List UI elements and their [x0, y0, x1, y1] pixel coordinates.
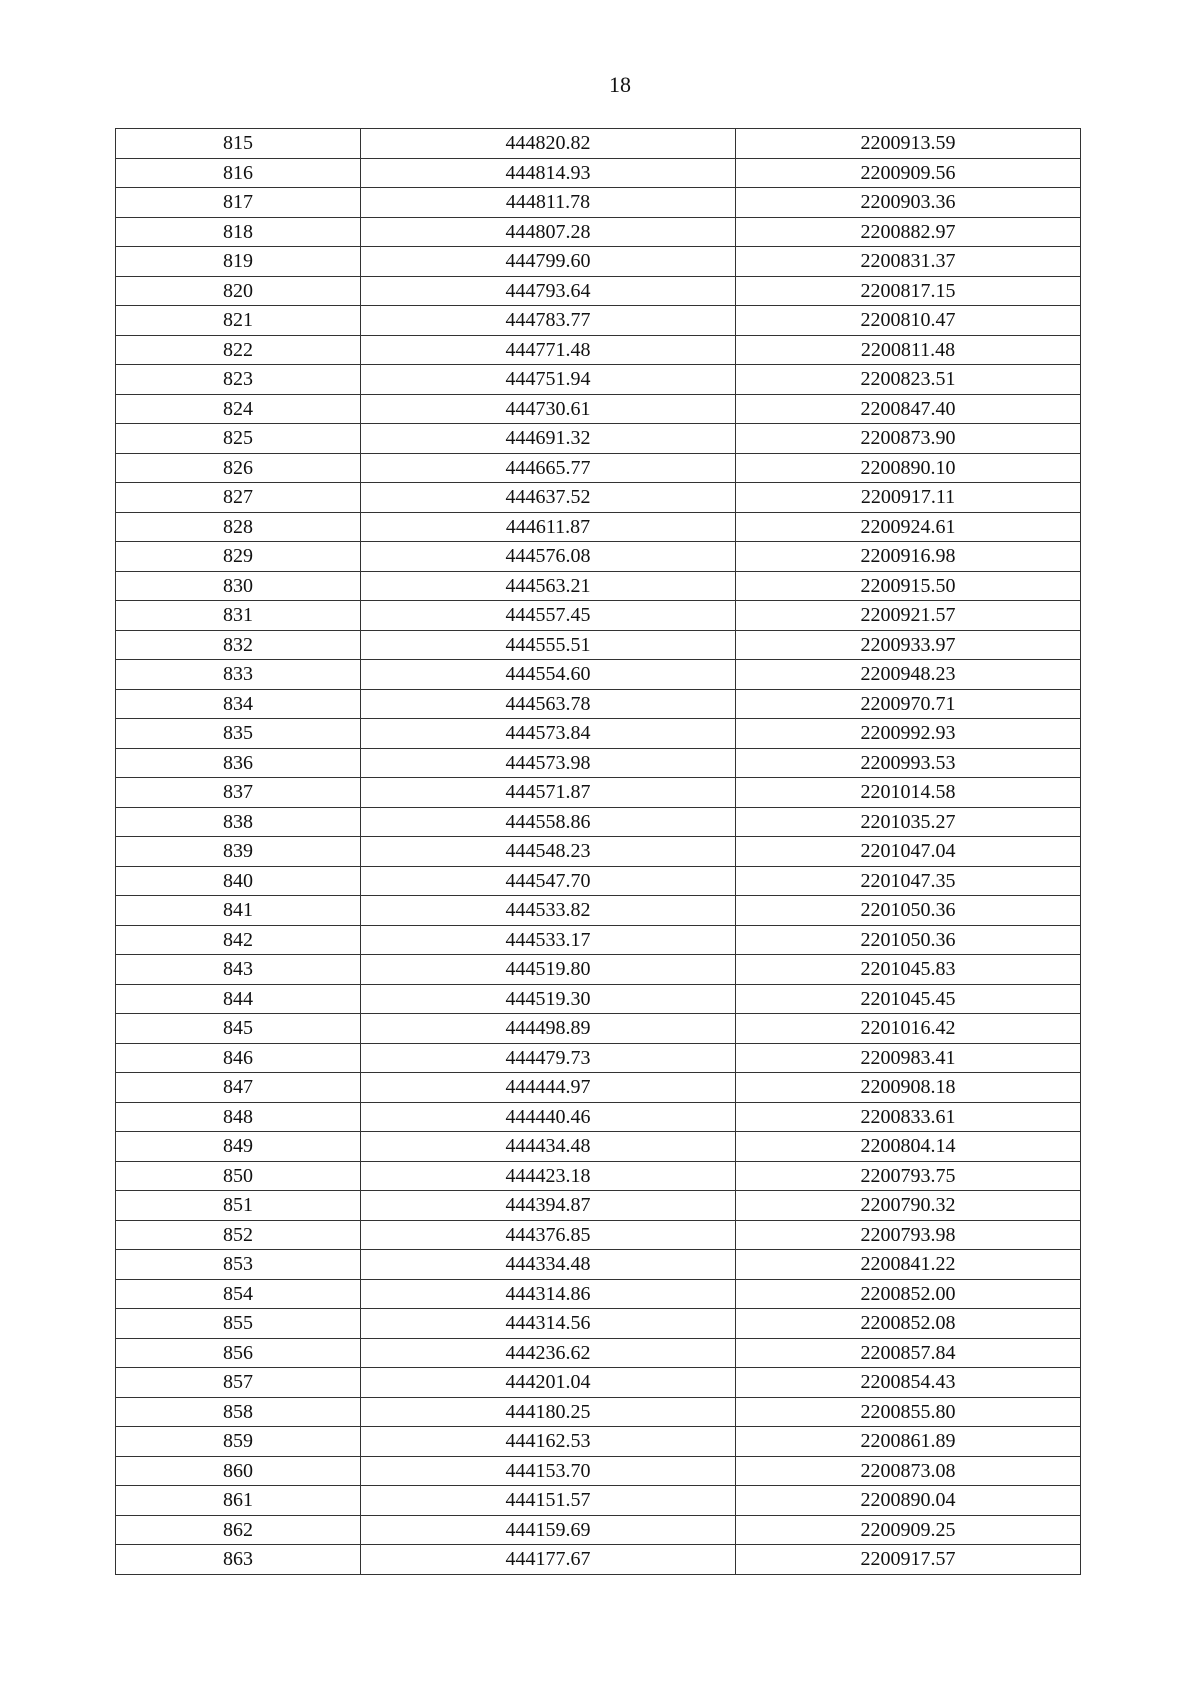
y-coordinate-cell: 2200857.84 — [736, 1338, 1081, 1368]
x-coordinate-cell: 444440.46 — [361, 1102, 736, 1132]
table-row — [116, 748, 1081, 778]
x-coordinate-cell: 444557.45 — [361, 601, 736, 631]
x-coordinate-cell: 444576.08 — [361, 542, 736, 572]
table-row — [116, 1043, 1081, 1073]
point-number-cell: 835 — [116, 719, 361, 749]
y-coordinate-cell: 2200841.22 — [736, 1250, 1081, 1280]
point-number-cell: 849 — [116, 1132, 361, 1162]
table-row — [116, 158, 1081, 188]
point-number-cell: 840 — [116, 866, 361, 896]
point-number-cell: 839 — [116, 837, 361, 867]
point-number-cell: 829 — [116, 542, 361, 572]
table-row — [116, 837, 1081, 867]
coordinates-table-body — [116, 129, 1081, 1575]
x-coordinate-cell: 444533.17 — [361, 925, 736, 955]
x-coordinate-cell: 444151.57 — [361, 1486, 736, 1516]
x-coordinate-cell: 444423.18 — [361, 1161, 736, 1191]
point-number-cell: 842 — [116, 925, 361, 955]
x-coordinate-cell: 444555.51 — [361, 630, 736, 660]
point-number-cell: 847 — [116, 1073, 361, 1103]
x-coordinate-cell: 444751.94 — [361, 365, 736, 395]
table-row — [116, 306, 1081, 336]
x-coordinate-cell: 444807.28 — [361, 217, 736, 247]
point-number-cell: 844 — [116, 984, 361, 1014]
y-coordinate-cell: 2200903.36 — [736, 188, 1081, 218]
y-coordinate-cell: 2200917.57 — [736, 1545, 1081, 1575]
table-row — [116, 660, 1081, 690]
table-row — [116, 1191, 1081, 1221]
point-number-cell: 821 — [116, 306, 361, 336]
x-coordinate-cell: 444783.77 — [361, 306, 736, 336]
y-coordinate-cell: 2200983.41 — [736, 1043, 1081, 1073]
y-coordinate-cell: 2201047.04 — [736, 837, 1081, 867]
table-row — [116, 1486, 1081, 1516]
y-coordinate-cell: 2200852.00 — [736, 1279, 1081, 1309]
table-row — [116, 719, 1081, 749]
point-number-cell: 831 — [116, 601, 361, 631]
point-number-cell: 856 — [116, 1338, 361, 1368]
x-coordinate-cell: 444771.48 — [361, 335, 736, 365]
table-row — [116, 1014, 1081, 1044]
y-coordinate-cell: 2201016.42 — [736, 1014, 1081, 1044]
table-row — [116, 778, 1081, 808]
y-coordinate-cell: 2200854.43 — [736, 1368, 1081, 1398]
y-coordinate-cell: 2200992.93 — [736, 719, 1081, 749]
y-coordinate-cell: 2200804.14 — [736, 1132, 1081, 1162]
table-row — [116, 483, 1081, 513]
y-coordinate-cell: 2200924.61 — [736, 512, 1081, 542]
x-coordinate-cell: 444558.86 — [361, 807, 736, 837]
y-coordinate-cell: 2200823.51 — [736, 365, 1081, 395]
table-row — [116, 365, 1081, 395]
point-number-cell: 833 — [116, 660, 361, 690]
table-row — [116, 1368, 1081, 1398]
point-number-cell: 843 — [116, 955, 361, 985]
y-coordinate-cell: 2200917.11 — [736, 483, 1081, 513]
x-coordinate-cell: 444637.52 — [361, 483, 736, 513]
point-number-cell: 862 — [116, 1515, 361, 1545]
y-coordinate-cell: 2200913.59 — [736, 129, 1081, 159]
point-number-cell: 841 — [116, 896, 361, 926]
x-coordinate-cell: 444376.85 — [361, 1220, 736, 1250]
x-coordinate-cell: 444573.98 — [361, 748, 736, 778]
table-row — [116, 1309, 1081, 1339]
x-coordinate-cell: 444162.53 — [361, 1427, 736, 1457]
table-row — [116, 394, 1081, 424]
y-coordinate-cell: 2200882.97 — [736, 217, 1081, 247]
y-coordinate-cell: 2200810.47 — [736, 306, 1081, 336]
x-coordinate-cell: 444547.70 — [361, 866, 736, 896]
table-row — [116, 1545, 1081, 1575]
point-number-cell: 828 — [116, 512, 361, 542]
x-coordinate-cell: 444563.21 — [361, 571, 736, 601]
x-coordinate-cell: 444548.23 — [361, 837, 736, 867]
x-coordinate-cell: 444665.77 — [361, 453, 736, 483]
x-coordinate-cell: 444314.86 — [361, 1279, 736, 1309]
table-row — [116, 188, 1081, 218]
table-row — [116, 542, 1081, 572]
table-row — [116, 1161, 1081, 1191]
x-coordinate-cell: 444479.73 — [361, 1043, 736, 1073]
y-coordinate-cell: 2200873.08 — [736, 1456, 1081, 1486]
point-number-cell: 830 — [116, 571, 361, 601]
y-coordinate-cell: 2200909.25 — [736, 1515, 1081, 1545]
y-coordinate-cell: 2200916.98 — [736, 542, 1081, 572]
table-row — [116, 1456, 1081, 1486]
x-coordinate-cell: 444611.87 — [361, 512, 736, 542]
table-row — [116, 247, 1081, 277]
y-coordinate-cell: 2200909.56 — [736, 158, 1081, 188]
table-row — [116, 807, 1081, 837]
table-row — [116, 512, 1081, 542]
y-coordinate-cell: 2200852.08 — [736, 1309, 1081, 1339]
point-number-cell: 853 — [116, 1250, 361, 1280]
table-row — [116, 571, 1081, 601]
y-coordinate-cell: 2201050.36 — [736, 896, 1081, 926]
x-coordinate-cell: 444814.93 — [361, 158, 736, 188]
y-coordinate-cell: 2201045.83 — [736, 955, 1081, 985]
table-row — [116, 896, 1081, 926]
point-number-cell: 823 — [116, 365, 361, 395]
y-coordinate-cell: 2200855.80 — [736, 1397, 1081, 1427]
point-number-cell: 851 — [116, 1191, 361, 1221]
point-number-cell: 846 — [116, 1043, 361, 1073]
table-row — [116, 1220, 1081, 1250]
x-coordinate-cell: 444563.78 — [361, 689, 736, 719]
x-coordinate-cell: 444799.60 — [361, 247, 736, 277]
table-row — [116, 453, 1081, 483]
point-number-cell: 859 — [116, 1427, 361, 1457]
point-number-cell: 858 — [116, 1397, 361, 1427]
table-row — [116, 925, 1081, 955]
x-coordinate-cell: 444180.25 — [361, 1397, 736, 1427]
x-coordinate-cell: 444554.60 — [361, 660, 736, 690]
y-coordinate-cell: 2200873.90 — [736, 424, 1081, 454]
x-coordinate-cell: 444691.32 — [361, 424, 736, 454]
x-coordinate-cell: 444394.87 — [361, 1191, 736, 1221]
y-coordinate-cell: 2200817.15 — [736, 276, 1081, 306]
table-row — [116, 129, 1081, 159]
y-coordinate-cell: 2201045.45 — [736, 984, 1081, 1014]
y-coordinate-cell: 2201014.58 — [736, 778, 1081, 808]
x-coordinate-cell: 444334.48 — [361, 1250, 736, 1280]
point-number-cell: 834 — [116, 689, 361, 719]
x-coordinate-cell: 444730.61 — [361, 394, 736, 424]
y-coordinate-cell: 2200811.48 — [736, 335, 1081, 365]
point-number-cell: 816 — [116, 158, 361, 188]
y-coordinate-cell: 2200861.89 — [736, 1427, 1081, 1457]
point-number-cell: 822 — [116, 335, 361, 365]
x-coordinate-cell: 444573.84 — [361, 719, 736, 749]
point-number-cell: 826 — [116, 453, 361, 483]
y-coordinate-cell: 2200793.75 — [736, 1161, 1081, 1191]
point-number-cell: 815 — [116, 129, 361, 159]
table-row — [116, 335, 1081, 365]
x-coordinate-cell: 444314.56 — [361, 1309, 736, 1339]
y-coordinate-cell: 2200948.23 — [736, 660, 1081, 690]
point-number-cell: 818 — [116, 217, 361, 247]
table-row — [116, 1250, 1081, 1280]
x-coordinate-cell: 444153.70 — [361, 1456, 736, 1486]
x-coordinate-cell: 444177.67 — [361, 1545, 736, 1575]
y-coordinate-cell: 2200915.50 — [736, 571, 1081, 601]
table-row — [116, 217, 1081, 247]
coordinates-table — [115, 128, 1081, 1575]
point-number-cell: 820 — [116, 276, 361, 306]
point-number-cell: 848 — [116, 1102, 361, 1132]
table-row — [116, 866, 1081, 896]
point-number-cell: 824 — [116, 394, 361, 424]
point-number-cell: 857 — [116, 1368, 361, 1398]
x-coordinate-cell: 444434.48 — [361, 1132, 736, 1162]
table-row — [116, 1427, 1081, 1457]
table-row — [116, 276, 1081, 306]
point-number-cell: 817 — [116, 188, 361, 218]
point-number-cell: 861 — [116, 1486, 361, 1516]
y-coordinate-cell: 2200890.10 — [736, 453, 1081, 483]
y-coordinate-cell: 2200833.61 — [736, 1102, 1081, 1132]
point-number-cell: 832 — [116, 630, 361, 660]
x-coordinate-cell: 444201.04 — [361, 1368, 736, 1398]
y-coordinate-cell: 2200847.40 — [736, 394, 1081, 424]
y-coordinate-cell: 2201047.35 — [736, 866, 1081, 896]
point-number-cell: 819 — [116, 247, 361, 277]
point-number-cell: 845 — [116, 1014, 361, 1044]
point-number-cell: 863 — [116, 1545, 361, 1575]
y-coordinate-cell: 2200970.71 — [736, 689, 1081, 719]
table-row — [116, 1279, 1081, 1309]
y-coordinate-cell: 2200790.32 — [736, 1191, 1081, 1221]
table-row — [116, 955, 1081, 985]
x-coordinate-cell: 444811.78 — [361, 188, 736, 218]
point-number-cell: 854 — [116, 1279, 361, 1309]
point-number-cell: 850 — [116, 1161, 361, 1191]
y-coordinate-cell: 2200908.18 — [736, 1073, 1081, 1103]
y-coordinate-cell: 2200831.37 — [736, 247, 1081, 277]
y-coordinate-cell: 2200921.57 — [736, 601, 1081, 631]
y-coordinate-cell: 2200993.53 — [736, 748, 1081, 778]
table-row — [116, 630, 1081, 660]
y-coordinate-cell: 2201050.36 — [736, 925, 1081, 955]
point-number-cell: 852 — [116, 1220, 361, 1250]
table-row — [116, 601, 1081, 631]
x-coordinate-cell: 444820.82 — [361, 129, 736, 159]
x-coordinate-cell: 444519.80 — [361, 955, 736, 985]
table-row — [116, 1397, 1081, 1427]
table-row — [116, 424, 1081, 454]
x-coordinate-cell: 444236.62 — [361, 1338, 736, 1368]
table-row — [116, 1073, 1081, 1103]
point-number-cell: 825 — [116, 424, 361, 454]
y-coordinate-cell: 2200933.97 — [736, 630, 1081, 660]
point-number-cell: 837 — [116, 778, 361, 808]
table-row — [116, 1338, 1081, 1368]
table-row — [116, 689, 1081, 719]
x-coordinate-cell: 444793.64 — [361, 276, 736, 306]
table-row — [116, 1102, 1081, 1132]
point-number-cell: 855 — [116, 1309, 361, 1339]
x-coordinate-cell: 444498.89 — [361, 1014, 736, 1044]
y-coordinate-cell: 2200890.04 — [736, 1486, 1081, 1516]
x-coordinate-cell: 444444.97 — [361, 1073, 736, 1103]
point-number-cell: 838 — [116, 807, 361, 837]
y-coordinate-cell: 2201035.27 — [736, 807, 1081, 837]
y-coordinate-cell: 2200793.98 — [736, 1220, 1081, 1250]
x-coordinate-cell: 444519.30 — [361, 984, 736, 1014]
table-row — [116, 984, 1081, 1014]
page-number: 18 — [609, 72, 631, 97]
point-number-cell: 836 — [116, 748, 361, 778]
point-number-cell: 827 — [116, 483, 361, 513]
table-row — [116, 1515, 1081, 1545]
x-coordinate-cell: 444159.69 — [361, 1515, 736, 1545]
table-row — [116, 1132, 1081, 1162]
x-coordinate-cell: 444571.87 — [361, 778, 736, 808]
x-coordinate-cell: 444533.82 — [361, 896, 736, 926]
point-number-cell: 860 — [116, 1456, 361, 1486]
